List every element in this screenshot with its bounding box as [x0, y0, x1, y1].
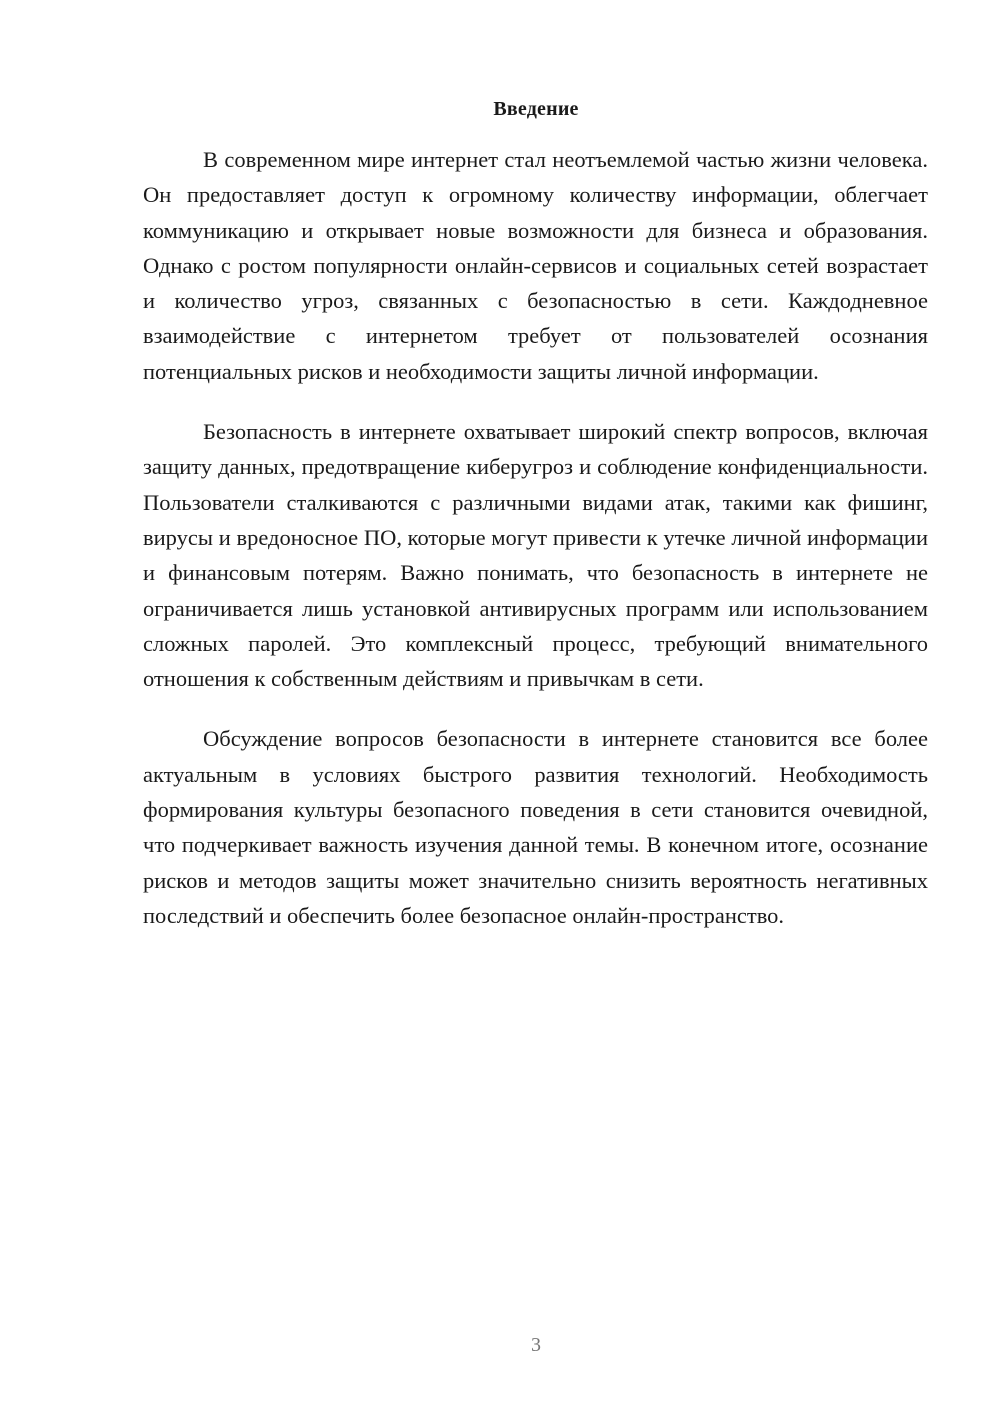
- section-heading: Введение: [493, 98, 579, 120]
- page-number: 3: [531, 1334, 541, 1356]
- body-text: [143, 142, 928, 933]
- paragraph-3: Обсуждение вопросов безопасности в интернете становится все более актуальным в условиях быстрого развития технологий. Необходимость формирования культуры безопасного поведения в сети становится очевидной, что подчеркивает важность изучения данной темы. В конечном итоге, осознание рисков и методов защиты может значительно снизить вероятность негативных последствий и обеспечить более безопасное онлайн-пространство.: [143, 726, 928, 928]
- paragraph-2: Безопасность в интернете охватывает широкий спектр вопросов, включая защиту данных, предотвращение киберугроз и соблюдение конфиденциальности. Пользователи сталкиваются с различными видами атак, такими как фишинг, вирусы и вредоносное ПО, которые могут привести к утечке личной информации и финансовым потерям. Важно понимать, что безопасность в интернете не ограничивается лишь установкой антивирусных программ или использованием сложных паролей. Это комплексный процесс, требующий внимательного отношения к собственным действиям и привычкам в сети.: [143, 419, 928, 692]
- paragraph-1: В современном мире интернет стал неотъемлемой частью жизни человека. Он предоставляет доступ к огромному количеству информации, облегчает коммуникацию и открывает новые возможности для бизнеса и образования. Однако с ростом популярности онлайн-сервисов и социальных сетей возрастает и количество угроз, связанных с безопасностью в сети. Каждодневное взаимодействие с интернетом требует от пользователей осознания потенциальных рисков и необходимости защиты личной информации.: [143, 147, 928, 384]
